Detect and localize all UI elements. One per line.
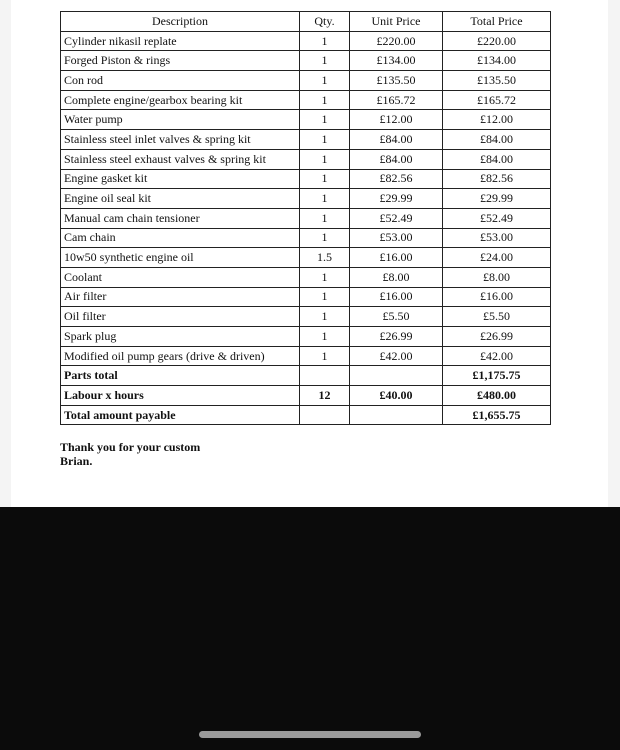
table-row <box>61 31 551 51</box>
table-row <box>61 189 551 209</box>
header-description: Description <box>61 12 300 32</box>
table-row <box>61 346 551 366</box>
total-price-cell: £16.00 <box>443 287 551 307</box>
qty-cell: 1 <box>300 169 350 189</box>
total-price-cell: £26.99 <box>443 327 551 347</box>
qty-cell: 1 <box>300 287 350 307</box>
description-cell: Parts total <box>61 366 300 386</box>
table-row <box>61 228 551 248</box>
unit-price-cell: £26.99 <box>350 327 443 347</box>
unit-price-cell <box>350 366 443 386</box>
description-cell: Oil filter <box>61 307 300 327</box>
table-header-row <box>61 12 551 32</box>
total-price-cell: £84.00 <box>443 149 551 169</box>
description-cell: Complete engine/gearbox bearing kit <box>61 90 300 110</box>
total-price-cell: £8.00 <box>443 267 551 287</box>
qty-cell: 1 <box>300 31 350 51</box>
description-cell: Modified oil pump gears (drive & driven) <box>61 346 300 366</box>
qty-cell <box>300 366 350 386</box>
total-price-cell: £480.00 <box>443 386 551 406</box>
unit-price-cell: £16.00 <box>350 248 443 268</box>
description-cell: Water pump <box>61 110 300 130</box>
unit-price-cell <box>350 405 443 425</box>
total-price-cell: £24.00 <box>443 248 551 268</box>
description-cell: Con rod <box>61 71 300 91</box>
invoice-sheet <box>11 0 608 507</box>
qty-cell: 1.5 <box>300 248 350 268</box>
qty-cell: 1 <box>300 327 350 347</box>
signoff: Brian. <box>60 454 93 468</box>
qty-cell: 1 <box>300 307 350 327</box>
total-price-cell: £12.00 <box>443 110 551 130</box>
table-row <box>61 169 551 189</box>
total-price-cell: £52.49 <box>443 208 551 228</box>
unit-price-cell: £82.56 <box>350 169 443 189</box>
qty-cell: 1 <box>300 149 350 169</box>
qty-cell: 1 <box>300 189 350 209</box>
description-cell: Spark plug <box>61 327 300 347</box>
description-cell: Forged Piston & rings <box>61 51 300 71</box>
unit-price-cell: £84.00 <box>350 130 443 150</box>
table-row <box>61 149 551 169</box>
thanks-line: Thank you for your custom <box>60 440 201 454</box>
description-cell: Coolant <box>61 267 300 287</box>
qty-cell: 1 <box>300 267 350 287</box>
invoice-table <box>60 11 551 425</box>
unit-price-cell: £5.50 <box>350 307 443 327</box>
qty-cell: 1 <box>300 208 350 228</box>
description-cell: Stainless steel exhaust valves & spring kit <box>61 149 300 169</box>
qty-cell: 1 <box>300 51 350 71</box>
summary-row <box>61 386 551 406</box>
total-price-cell: £134.00 <box>443 51 551 71</box>
description-cell: Air filter <box>61 287 300 307</box>
unit-price-cell: £12.00 <box>350 110 443 130</box>
total-price-cell: £29.99 <box>443 189 551 209</box>
invoice-body <box>61 31 551 425</box>
total-price-cell: £84.00 <box>443 130 551 150</box>
summary-row <box>61 366 551 386</box>
qty-cell <box>300 405 350 425</box>
table-row <box>61 71 551 91</box>
qty-cell: 12 <box>300 386 350 406</box>
description-cell: Manual cam chain tensioner <box>61 208 300 228</box>
summary-row <box>61 405 551 425</box>
description-cell: Cylinder nikasil replate <box>61 31 300 51</box>
unit-price-cell: £220.00 <box>350 31 443 51</box>
qty-cell: 1 <box>300 71 350 91</box>
total-price-cell: £165.72 <box>443 90 551 110</box>
table-row <box>61 51 551 71</box>
unit-price-cell: £40.00 <box>350 386 443 406</box>
unit-price-cell: £29.99 <box>350 189 443 209</box>
total-price-cell: £220.00 <box>443 31 551 51</box>
unit-price-cell: £134.00 <box>350 51 443 71</box>
qty-cell: 1 <box>300 130 350 150</box>
table-row <box>61 110 551 130</box>
total-price-cell: £42.00 <box>443 346 551 366</box>
description-cell: Cam chain <box>61 228 300 248</box>
unit-price-cell: £8.00 <box>350 267 443 287</box>
header-qty: Qty. <box>300 12 350 32</box>
table-row <box>61 248 551 268</box>
table-row <box>61 130 551 150</box>
table-row <box>61 208 551 228</box>
unit-price-cell: £16.00 <box>350 287 443 307</box>
header-total-price: Total Price <box>443 12 551 32</box>
total-price-cell: £1,175.75 <box>443 366 551 386</box>
total-price-cell: £82.56 <box>443 169 551 189</box>
unit-price-cell: £84.00 <box>350 149 443 169</box>
qty-cell: 1 <box>300 90 350 110</box>
total-price-cell: £5.50 <box>443 307 551 327</box>
table-row <box>61 327 551 347</box>
unit-price-cell: £165.72 <box>350 90 443 110</box>
unit-price-cell: £135.50 <box>350 71 443 91</box>
qty-cell: 1 <box>300 346 350 366</box>
description-cell: Engine gasket kit <box>61 169 300 189</box>
header-unit-price: Unit Price <box>350 12 443 32</box>
description-cell: Labour x hours <box>61 386 300 406</box>
unit-price-cell: £53.00 <box>350 228 443 248</box>
thank-you-note <box>60 440 200 468</box>
qty-cell: 1 <box>300 228 350 248</box>
table-row <box>61 267 551 287</box>
table-row <box>61 307 551 327</box>
total-price-cell: £1,655.75 <box>443 405 551 425</box>
unit-price-cell: £42.00 <box>350 346 443 366</box>
description-cell: 10w50 synthetic engine oil <box>61 248 300 268</box>
description-cell: Total amount payable <box>61 405 300 425</box>
table-row <box>61 287 551 307</box>
qty-cell: 1 <box>300 110 350 130</box>
description-cell: Engine oil seal kit <box>61 189 300 209</box>
total-price-cell: £53.00 <box>443 228 551 248</box>
unit-price-cell: £52.49 <box>350 208 443 228</box>
description-cell: Stainless steel inlet valves & spring kit <box>61 130 300 150</box>
total-price-cell: £135.50 <box>443 71 551 91</box>
table-row <box>61 90 551 110</box>
home-indicator[interactable] <box>199 731 421 738</box>
